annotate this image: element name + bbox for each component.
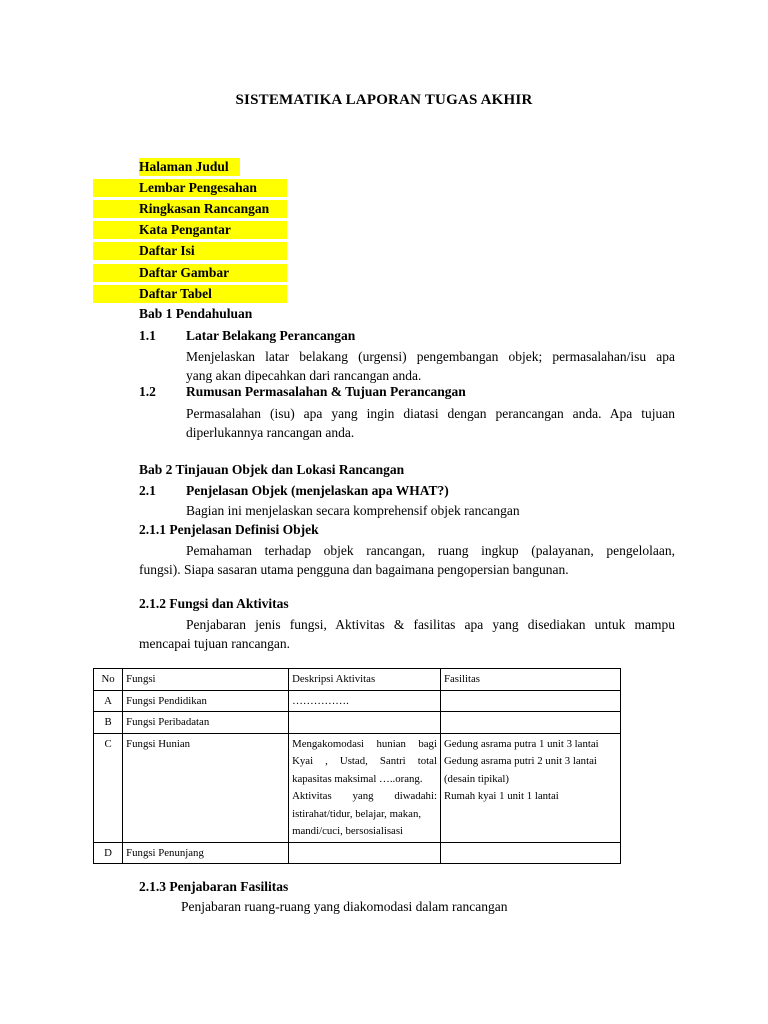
paragraph-line: Penjabaran jenis fungsi, Aktivitas & fasilitas apa yang disediakan untuk mampu xyxy=(186,617,675,632)
section-title: Penjelasan Objek (menjelaskan apa WHAT?) xyxy=(186,483,449,498)
paragraph xyxy=(139,615,675,653)
table-cell xyxy=(289,842,441,864)
table-row xyxy=(94,733,621,842)
table-cell: Fungsi Hunian xyxy=(123,733,289,842)
function-table xyxy=(93,668,621,864)
table-cell: Fungsi Peribadatan xyxy=(123,712,289,734)
front-matter-item: Ringkasan Rancangan xyxy=(139,201,270,216)
cell-line: (desain tipikal) xyxy=(443,772,510,785)
cell-line: Rumah kyai 1 unit 1 lantai xyxy=(443,790,559,802)
table-header-cell: Deskripsi Aktivitas xyxy=(289,669,441,691)
section-title: Latar Belakang Perancangan xyxy=(186,328,356,343)
paragraph xyxy=(186,347,675,385)
table-cell xyxy=(289,733,441,842)
chapter-heading: Bab 2 Tinjauan Objek dan Lokasi Rancangan xyxy=(139,462,405,477)
front-matter-item: Kata Pengantar xyxy=(139,222,231,237)
table-cell xyxy=(440,712,620,734)
cell-line: istirahat/tidur, belajar, makan, xyxy=(292,807,422,820)
paragraph: Bagian ini menjelaskan secara komprehensif objek rancangan xyxy=(186,503,520,518)
table-header-cell: Fasilitas xyxy=(440,669,620,691)
section-number: 1.2 xyxy=(139,384,156,399)
table-row xyxy=(94,712,621,734)
front-matter-item: Daftar Gambar xyxy=(139,265,230,280)
chapter-heading: Bab 1 Pendahuluan xyxy=(139,306,253,321)
table-cell: Fungsi Penunjang xyxy=(123,842,289,864)
paragraph-line: yang akan dipecahkan dari rancangan anda. xyxy=(186,368,422,383)
section-number: 1.1 xyxy=(139,328,156,343)
subsection-title: 2.1.1 Penjelasan Definisi Objek xyxy=(139,522,319,537)
cell-line: Kyai , Ustad, Santri total xyxy=(292,755,437,767)
table-cell: Fungsi Pendidikan xyxy=(123,690,289,712)
subsection-title: 2.1.3 Penjabaran Fasilitas xyxy=(139,879,289,894)
subsection-title: 2.1.2 Fungsi dan Aktivitas xyxy=(139,596,289,611)
table-header-cell: No xyxy=(94,669,123,691)
table-cell: A xyxy=(94,690,123,712)
table-cell xyxy=(440,733,620,842)
front-matter-item: Daftar Tabel xyxy=(139,286,212,301)
table-cell: ……………. xyxy=(289,690,441,712)
table-header-row xyxy=(94,669,621,691)
paragraph-line: Menjelaskan latar belakang (urgensi) pengembangan objek; permasalahan/isu apa xyxy=(186,349,675,364)
table-cell xyxy=(289,712,441,734)
paragraph xyxy=(186,404,675,442)
table-cell: C xyxy=(94,733,123,842)
table-row xyxy=(94,690,621,712)
section-title: Rumusan Permasalahan & Tujuan Perancangan xyxy=(186,384,466,399)
table-cell xyxy=(440,690,620,712)
paragraph-line: Permasalahan (isu) apa yang ingin diatasi dengan perancangan anda. Apa tujuan xyxy=(186,406,675,421)
document-title: SISTEMATIKA LAPORAN TUGAS AKHIR xyxy=(235,92,533,108)
cell-line: Gedung asrama putra 1 unit 3 lantai xyxy=(443,737,599,750)
paragraph: Penjabaran ruang-ruang yang diakomodasi dalam rancangan xyxy=(181,899,508,914)
cell-line: mandi/cuci, bersosialisasi xyxy=(292,825,404,837)
table-cell xyxy=(440,842,620,864)
section-number: 2.1 xyxy=(139,483,156,498)
cell-line: Mengakomodasi hunian bagi xyxy=(292,737,437,750)
front-matter-item: Halaman Judul xyxy=(139,159,229,174)
paragraph xyxy=(139,541,675,579)
paragraph-line: diperlukannya rancangan anda. xyxy=(186,425,355,440)
cell-line: Gedung asrama putri 2 unit 3 lantai xyxy=(443,755,597,767)
cell-line: kapasitas maksimal …..orang. xyxy=(292,772,423,785)
table-cell: B xyxy=(94,712,123,734)
table-header-cell: Fungsi xyxy=(123,669,289,691)
table-cell: D xyxy=(94,842,123,864)
front-matter-item: Daftar Isi xyxy=(139,243,195,258)
paragraph-line: mencapai tujuan rancangan. xyxy=(139,636,291,651)
table-row xyxy=(94,842,621,864)
paragraph-line: Pemahaman terhadap objek rancangan, ruang ingkup (palayanan, pengelolaan, xyxy=(186,543,675,558)
front-matter-item: Lembar Pengesahan xyxy=(139,180,257,195)
cell-line: Aktivitas yang diwadahi: xyxy=(292,790,437,802)
paragraph-line: fungsi). Siapa sasaran utama pengguna dan bagaimana pengopersian bangunan. xyxy=(139,562,569,577)
